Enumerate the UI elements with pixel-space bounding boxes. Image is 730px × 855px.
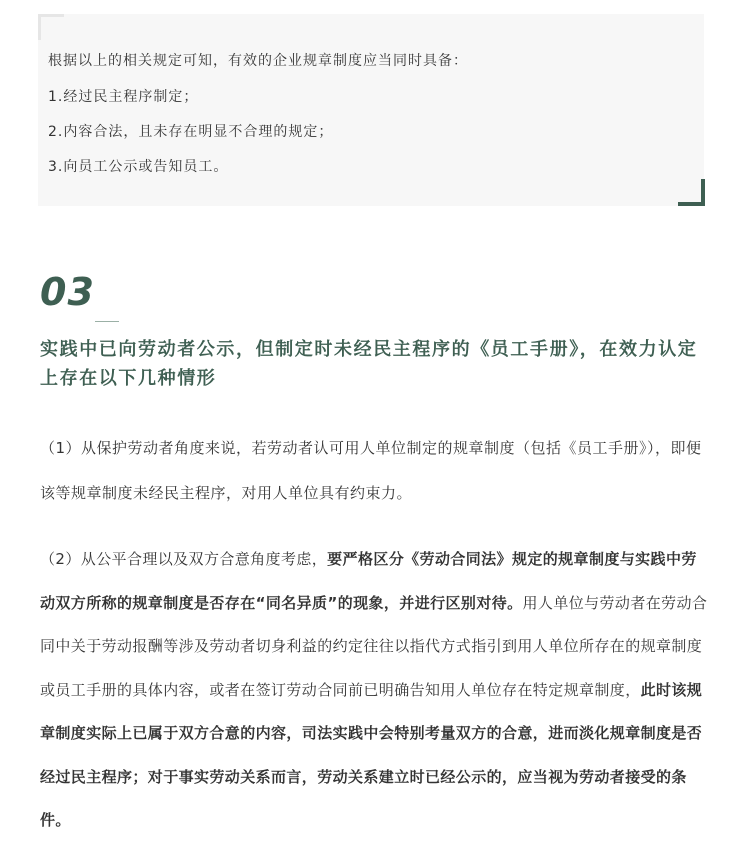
quote-item-3: 3.向员工公示或告知员工。 <box>48 159 229 175</box>
quote-intro: 根据以上的相关规定可知，有效的企业规章制度应当同时具备： <box>48 53 468 69</box>
paragraph-2-bold-2: 此时该规章制度实际上已属于双方合意的内容，司法实践中会特别考量双方的合意，进而淡化规章制度是否经过民主程序；对于事实劳动关系而言，劳动关系建立时已经公示的，应当视为劳动者接受的条件。 <box>40 680 703 829</box>
quote-box <box>38 14 704 206</box>
paragraph-2-middle: 用人单位与劳动者在劳动合同中关于劳动报酬等涉及劳动者切身利益的约定往往以指代方式指引到用人单位所存在的规章制度或员工手册的具体内容，或者在签订劳动合同前已明确告知用人单位存在特定规章制度， <box>40 593 708 699</box>
paragraph-2-bold-1: 要严格区分《劳动合同法》规定的规章制度与实践中劳动双方所称的规章制度是否存在“同名异质”的现象，并进行区别对待。 <box>40 550 697 612</box>
quote-corner-top-left <box>38 14 64 40</box>
paragraph-2-lead: （2）从公平合理以及双方合意角度考虑， <box>40 550 328 568</box>
paragraph-1: （1）从保护劳动者角度来说，若劳动者认可用人单位制定的规章制度（包括《员工手册》），即便该等规章制度未经民主程序，对用人单位具有约束力。 <box>40 439 702 502</box>
paragraph-2 <box>40 538 708 843</box>
section-divider <box>95 321 119 322</box>
section-title: 实践中已向劳动者公示，但制定时未经民主程序的《员工手册》，在效力认定上存在以下几种情形 <box>40 339 698 389</box>
quote-item-1: 1.经过民主程序制定； <box>48 89 199 105</box>
section-number: 03 <box>40 270 95 314</box>
quote-item-2: 2.内容合法，且未存在明显不合理的规定； <box>48 124 334 140</box>
quote-corner-bottom-right <box>678 179 705 206</box>
